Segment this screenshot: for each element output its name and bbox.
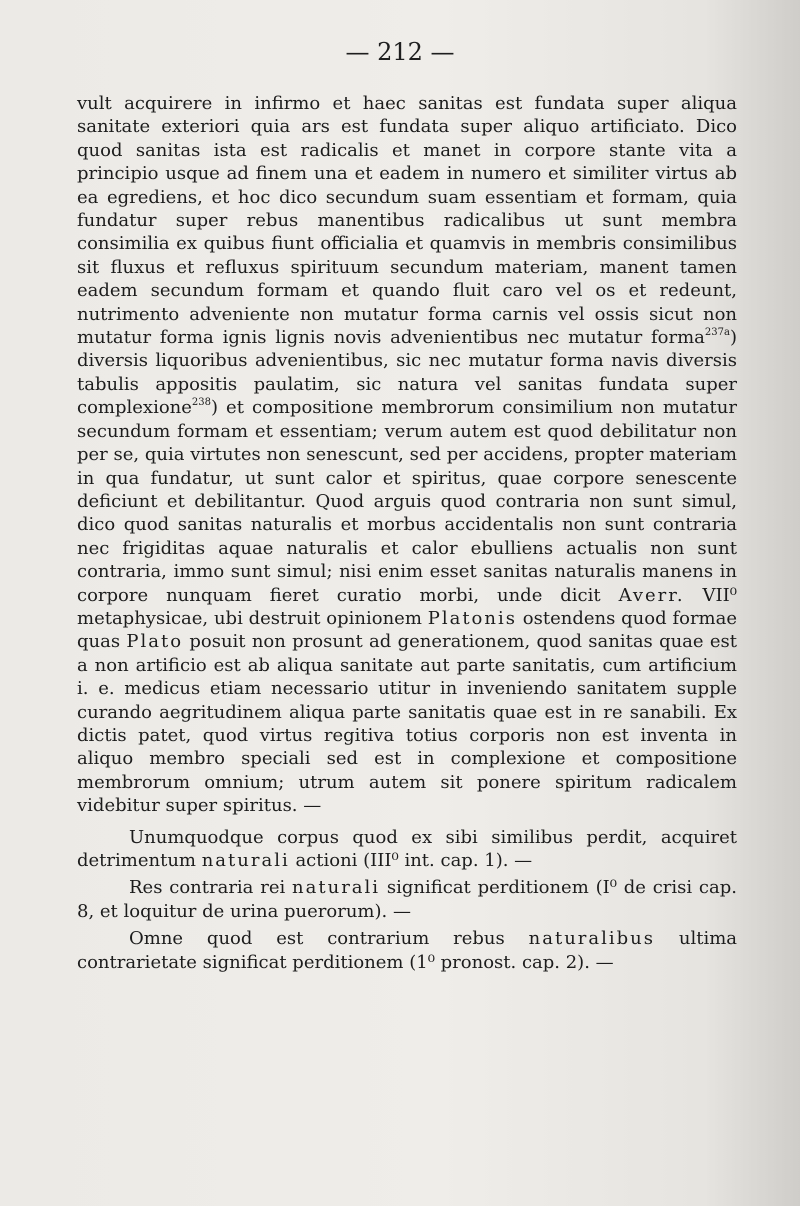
footnote-ref: 238 [191,397,212,409]
page-number: — 212 — [345,38,455,66]
text-run: significat perditionem (I⁰ de crisi cap. 8, et loquitur de urina puerorum). — [77,877,737,922]
paragraph-3 [77,876,737,923]
text-run: actioni (III⁰ int. cap. 1). — [295,850,533,871]
spaced-name: Plato [126,631,184,653]
text-run: ) diversis liquoribus advenientibus, sic nec mutatur forma navis diversis tabulis appositis paulatim, sic natura vel sanitas fundata super complexione [77,327,737,419]
text-run: ) et compositione membrorum consimilium non mutatur secundum formam et essentiam; verum autem est quod debilitatur non per se, quia virtutes non senescunt, sed per accidens, propter materiam in qua fundatur, ut sunt calor et spiritus, quae corpore senescente deficiunt et debilitantur. Quod arguis quod contraria non sunt simul, dico quod sanitas naturalis et morbus accidentalis non sunt contraria nec frigiditas aquae naturalis et calor ebulliens actualis non sunt contraria, immo sunt simul; nisi enim esset sanitas naturalis manens in corpore nunquam fieret curatio morbi, unde dicit [77,397,737,606]
paragraph-1 [77,92,737,818]
spaced-word: naturali [201,850,290,871]
text-run: posuit non prosunt ad generationem, quod sanitas quae est a non artificio est ab aliqua sanitate aut parte sanitatis, cum artificium i. e. medicus etiam necessario utitur in inveniendo sanitatem supple curando aegritudinem aliqua parte sanitatis quae est in re sanabili. Ex dictis patet, quod virtus regitiva totius corporis non est inventa in aliquo membro speciali sed est in complexione et compositione membrorum omnium; utrum autem sit ponere spiritum radicalem videbitur super spiritus. — [77,631,737,817]
text-run: Res contraria rei [129,877,286,899]
paragraph-2 [77,826,737,873]
footnote-ref: 237a [704,327,730,339]
spaced-word: naturalibus [528,928,655,950]
text-run: Unumquodque corpus quod ex sibi similibus perdit, acquiret detrimentum [77,826,737,871]
spaced-word: naturali [292,877,381,899]
text-run: ostendens quod formae quas [77,607,737,653]
text-run: VII⁰ metaphysicae, ubi destruit opinionem [77,584,737,629]
spaced-name: Platonis [427,607,517,629]
text-run: ultima contrarietate significat perditionem (1⁰ pronost. cap. 2). — [77,928,737,973]
spaced-name: Averr. [618,584,685,606]
paragraph-4 [77,927,737,974]
body-text [77,92,737,974]
text-run: vult acquirere in infirmo et haec sanitas est fundata super aliqua sanitate exteriori quia ars est fundata super aliquo artificiato. Dico quod sanitas ista est radicalis et manet in corpore stante vita a principio usque ad finem una et eadem in numero et similiter virtus ab ea egrediens, et hoc dico secundum suam essentiam et formam, quia fundatur super rebus manentibus radicalibus ut sunt membra consimilia ex quibus fiunt officialia et quamvis in membris consimilibus sit fluxus et refluxus spirituum secundum materiam, manent tamen eadem secundum formam et quando fluit caro vel os et redeunt, nutrimento adveniente non mutatur forma carnis vel ossis sicut non mutatur forma ignis lignis novis advenientibus nec mutatur forma [77,93,737,349]
text-run: Omne quod est contrarium rebus [129,928,505,950]
